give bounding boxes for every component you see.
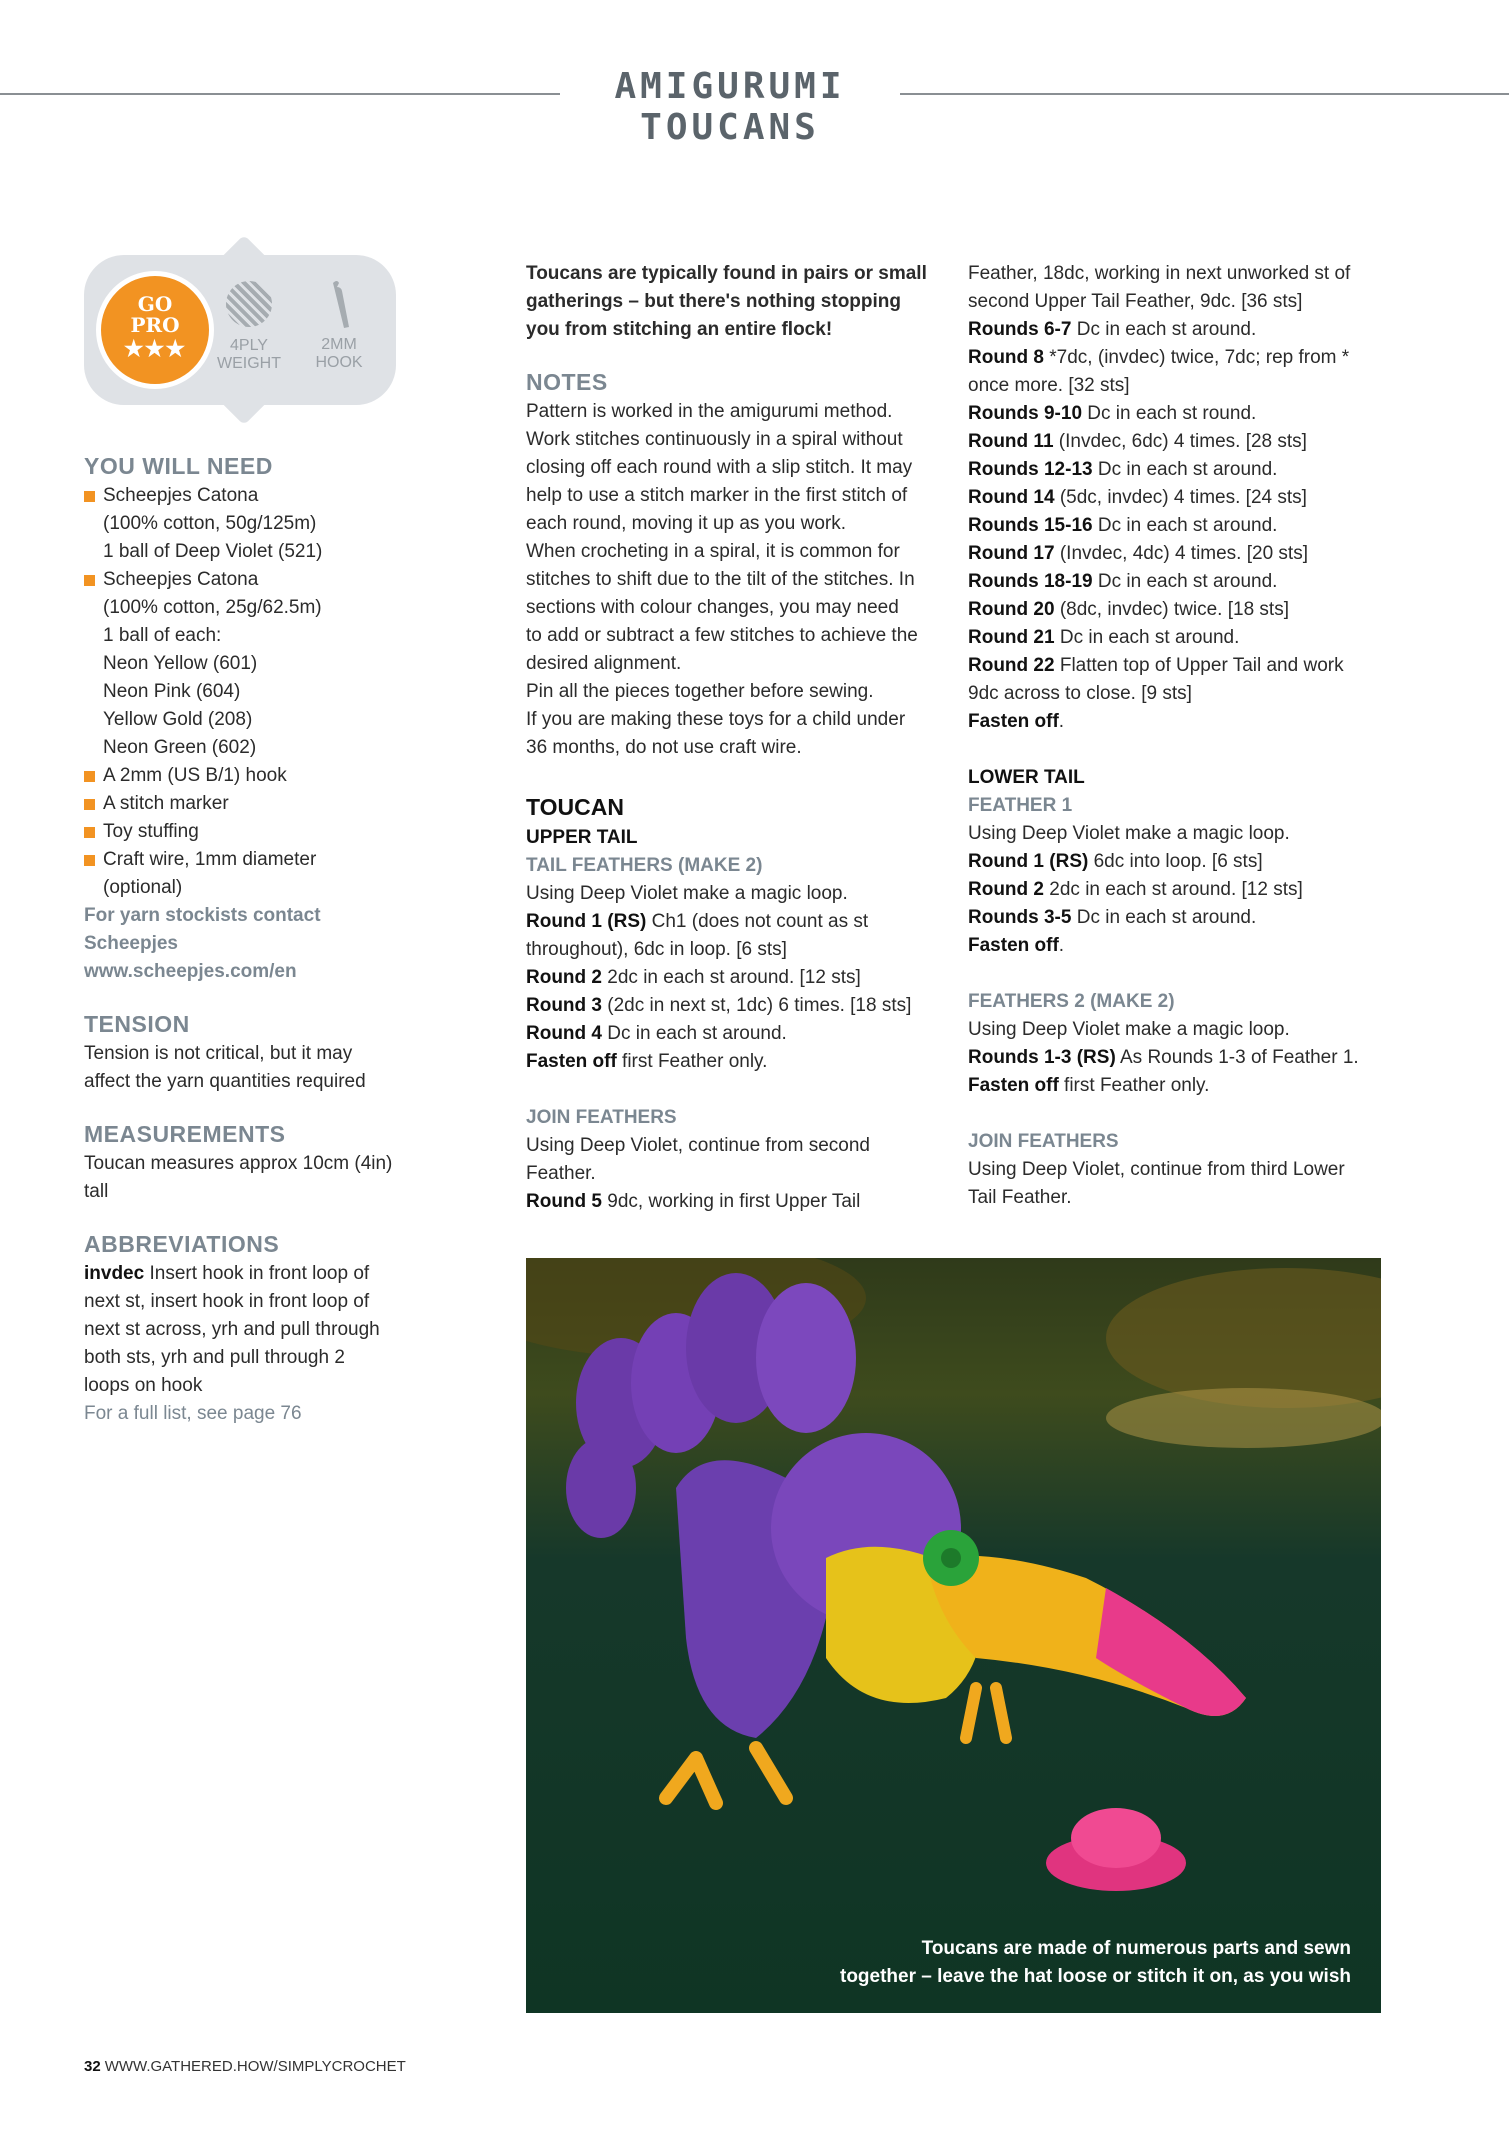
skill-badge xyxy=(84,255,396,405)
notes-line: desired alignment. xyxy=(526,653,682,674)
pattern-row: Round 2 2dc in each st around. [12 sts] xyxy=(526,967,861,988)
notes-line: If you are making these toys for a child under xyxy=(526,709,906,730)
weight-line1: 4PLY xyxy=(230,337,268,354)
pattern-row: Round 20 (8dc, invdec) twice. [18 sts] xyxy=(968,599,1289,620)
pattern-row: Rounds 9-10 Dc in each st round. xyxy=(968,403,1257,424)
abbreviation-entry: invdec Insert hook in front loop of xyxy=(84,1263,370,1284)
material-item: A 2mm (US B/1) hook xyxy=(84,762,404,790)
abbreviations-heading: ABBREVIATIONS xyxy=(84,1231,280,1257)
middle-column: Toucans are typically found in pairs or small gatherings – but there's nothing stopping you from stitching an entire flock! NOTES Pattern is worked in the amigurumi method. Work stitches continuously in a spiral without closing off each round with a slip stitch. It may help to use a stitch marker in the first stitch of each round, moving it up as you work. When crocheting in a spiral, it is common for stitches to shift due to the tilt of the stitches. In sections with colour changes, you may need to add or subtract a few stitches to achieve the desired alignment. Pin all the pieces together before sewing. If you are making these toys for a child under 36 months, do not use craft wire. TOUCAN UPPER TAIL TAIL FEATHERS (MAKE 2) Using Deep Violet make a magic loop. Round 1 (RS) Ch1 (does not count as st throughout), 6dc in loop. [6 sts] Round 2 2dc in each st around. [12 sts] Round 3 (2dc in next st, 1dc) 6 times. [18 sts] Round 4 Dc in each st around. Fasten off first Feather only. JOIN FEATHERS Using Deep Violet, continue from second Feather. Round 5 9dc, working in first Upper Tail xyxy=(526,260,946,1216)
full-list-reference: For a full list, see page 76 xyxy=(84,1403,302,1424)
page-number: 32 xyxy=(84,2058,101,2075)
pattern-row: 9dc across to close. [9 sts] xyxy=(968,683,1192,704)
pattern-row: Round 5 9dc, working in first Upper Tail xyxy=(526,1191,861,1212)
pattern-row: Fasten off first Feather only. xyxy=(968,1075,1210,1096)
weight-line2: WEIGHT xyxy=(217,355,281,372)
notes-line: to add or subtract a few stitches to achieve the xyxy=(526,625,918,646)
notes-line: Work stitches continuously in a spiral without xyxy=(526,429,903,450)
feather1-rows xyxy=(968,848,1388,932)
crochet-hook-icon xyxy=(311,277,367,331)
notes-line: closing off each round with a slip stitch. It may xyxy=(526,457,913,478)
material-item: Craft wire, 1mm diameter (optional) xyxy=(84,846,404,902)
lower-tail-heading: LOWER TAIL xyxy=(968,767,1085,788)
pattern-row: Rounds 12-13 Dc in each st around. xyxy=(968,459,1278,480)
hook-line2: HOOK xyxy=(315,354,363,371)
star-icons: ★★★ xyxy=(123,336,187,362)
toucan-illustration xyxy=(526,1258,1381,2013)
measurements-heading: MEASUREMENTS xyxy=(84,1121,286,1147)
upper-tail-heading: UPPER TAIL xyxy=(526,827,638,848)
feathers2-heading: FEATHERS 2 (MAKE 2) xyxy=(968,991,1175,1012)
pattern-row: Rounds 18-19 Dc in each st around. xyxy=(968,571,1278,592)
join-feathers-heading: JOIN FEATHERS xyxy=(968,1131,1119,1152)
left-column: YOU WILL NEED Scheepjes Catona (100% cotton, 50g/125m) 1 ball of Deep Violet (521) Scheepjes Catona (100% cotton, 25g/62.5m) 1 ball of each: Neon Yellow (601) Neon Pink (604) Yellow Gold (208) Neon Green (602) A 2mm (US B/1) hook A stitch marker Toy stuffing Craft wire, 1mm diameter (optional) For yarn stockists contact Scheepjes www.scheepjes.com/en TENSION Tension is not critical, but it may affect the yarn quantities required MEASUREMENTS Toucan measures approx 10cm (4in) tall ABBREVIATIONS invdec Insert hook in front loop of next st, insert hook in front loop of next st across, yrh and pull through both sts, yrh and pull through 2 loops on hook For a full list, see page 76 xyxy=(84,450,404,1428)
intro-text: Toucans are typically found in pairs or small gatherings – but there's nothing stopping you from stitching an entire flock! xyxy=(526,263,927,340)
tension-heading: TENSION xyxy=(84,1011,190,1037)
pattern-row: Rounds 6-7 Dc in each st around. xyxy=(968,319,1257,340)
pattern-row: Rounds 15-16 Dc in each st around. xyxy=(968,515,1278,536)
stockists-link[interactable]: www.scheepjes.com/en xyxy=(84,961,297,982)
pattern-row: Round 1 (RS) Ch1 (does not count as st xyxy=(526,911,869,932)
fasten-off: Fasten off xyxy=(968,711,1059,732)
notes-line: Pattern is worked in the amigurumi method. xyxy=(526,401,893,422)
page-footer xyxy=(84,2058,406,2075)
level-line2: PRO xyxy=(130,313,180,337)
hook-line1: 2MM xyxy=(321,336,357,353)
right-column: Feather, 18dc, working in next unworked st of second Upper Tail Feather, 9dc. [36 sts] Rounds 6-7 Dc in each st around. Round 8 *7dc, (invdec) twice, 7dc; rep from * once more. [32 sts] Rounds 9-10 Dc in each st round. Round 11 (Invdec, 6dc) 4 times. [28 sts] Rounds 12-13 Dc in each st around. Round 14 (5dc, invdec) 4 times. [24 sts] Rounds 15-16 Dc in each st around. Round 17 (Invdec, 4dc) 4 times. [20 sts] Rounds 18-19 Dc in each st around. Round 20 (8dc, invdec) twice. [18 sts] Round 21 Dc in each st around. Round 22 Flatten top of Upper Tail and work 9dc across to close. [9 sts] Fasten off. LOWER TAIL FEATHER 1 Using Deep Violet make a magic loop. Round 1 (RS) 6dc into loop. [6 sts] Round 2 2dc in each st around. [12 sts] Rounds 3-5 Dc in each st around. Fasten off. FEATHERS 2 (MAKE 2) Using Deep Violet make a magic loop. Rounds 1-3 (RS) As Rounds 1-3 of Feather 1. Fasten off first Feather only. JOIN FEATHERS Using Deep Violet, continue from third Lower Tail Feather. xyxy=(968,260,1388,1212)
feather1-heading: FEATHER 1 xyxy=(968,795,1073,816)
notes-line: each round, moving it up as you work. xyxy=(526,513,847,534)
pattern-row: Round 14 (5dc, invdec) 4 times. [24 sts] xyxy=(968,487,1307,508)
page-title: AMIGURUMI TOUCANS xyxy=(614,66,846,148)
pattern-row: Round 4 Dc in each st around. xyxy=(526,1023,787,1044)
pattern-row: Round 21 Dc in each st around. xyxy=(968,627,1240,648)
notes-line: help to use a stitch marker in the first stitch of xyxy=(526,485,908,506)
photo-caption: Toucans are made of numerous parts and sewn together – leave the hat loose or stitch it on, as you wish xyxy=(840,1938,1351,1987)
you-will-need-heading: YOU WILL NEED xyxy=(84,453,273,479)
pattern-row: Rounds 1-3 (RS) As Rounds 1-3 of Feather 1. xyxy=(968,1047,1359,1068)
pattern-row: Fasten off first Feather only. xyxy=(526,1051,768,1072)
header-rule-left xyxy=(0,93,560,95)
fasten-off: Fasten off xyxy=(968,935,1059,956)
stockists-note: For yarn stockists contact Scheepjes www.scheepjes.com/en xyxy=(84,902,404,986)
level-line1: GO xyxy=(137,292,173,316)
pattern-row: Round 17 (Invdec, 4dc) 4 times. [20 sts] xyxy=(968,543,1308,564)
material-item: Scheepjes Catona (100% cotton, 25g/62.5m) 1 ball of each: Neon Yellow (601) Neon Pink (604) Yellow Gold (208) Neon Green (602) xyxy=(84,566,404,762)
notes-heading: NOTES xyxy=(526,369,608,395)
material-item: Scheepjes Catona (100% cotton, 50g/125m) 1 ball of Deep Violet (521) xyxy=(84,482,404,566)
pattern-row: Round 11 (Invdec, 6dc) 4 times. [28 sts] xyxy=(968,431,1307,452)
material-item: Toy stuffing xyxy=(84,818,404,846)
pattern-row: Round 22 Flatten top of Upper Tail and work xyxy=(968,655,1344,676)
materials-list xyxy=(84,482,404,902)
notes-line: sections with colour changes, you may need xyxy=(526,597,899,618)
pattern-row: Round 2 2dc in each st around. [12 sts] xyxy=(968,879,1303,900)
go-pro-medal xyxy=(96,271,214,389)
pattern-row: Round 8 *7dc, (invdec) twice, 7dc; rep from * xyxy=(968,347,1350,368)
material-item: A stitch marker xyxy=(84,790,404,818)
notes-body xyxy=(526,398,946,762)
notes-line: stitches to shift due to the tilt of the stitches. In xyxy=(526,569,915,590)
yarn-weight xyxy=(204,277,294,373)
pattern-rows xyxy=(968,316,1388,708)
notes-line: Pin all the pieces together before sewing. xyxy=(526,681,874,702)
toucan-photo xyxy=(526,1258,1381,2013)
toucan-heading: TOUCAN xyxy=(526,794,624,820)
footer-url[interactable]: WWW.GATHERED.HOW/SIMPLYCROCHET xyxy=(104,2058,406,2075)
pattern-row: Round 1 (RS) 6dc into loop. [6 sts] xyxy=(968,851,1263,872)
pattern-row: Round 3 (2dc in next st, 1dc) 6 times. [18 sts] xyxy=(526,995,912,1016)
pattern-row: once more. [32 sts] xyxy=(968,375,1130,396)
notes-line: When crocheting in a spiral, it is common for xyxy=(526,541,900,562)
header-rule-right xyxy=(900,93,1509,95)
pattern-row: Rounds 3-5 Dc in each st around. xyxy=(968,907,1257,928)
hook-size xyxy=(294,277,384,372)
notes-line: 36 months, do not use craft wire. xyxy=(526,737,802,758)
yarn-ball-icon xyxy=(226,281,272,327)
join-feathers-heading: JOIN FEATHERS xyxy=(526,1107,677,1128)
tail-feathers-heading: TAIL FEATHERS (MAKE 2) xyxy=(526,855,763,876)
